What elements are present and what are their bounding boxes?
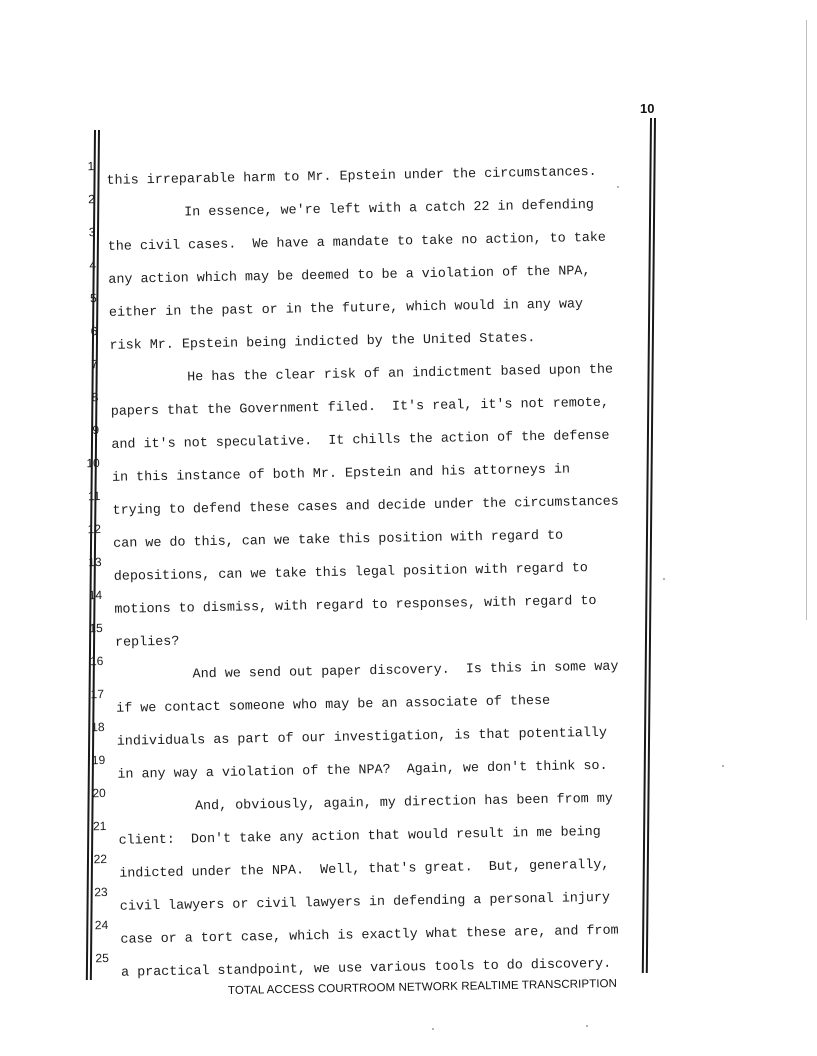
transcript-line xyxy=(7,508,564,552)
line-number: 9 xyxy=(92,423,100,438)
line-text: in any way a violation of the NPA? Again, we don't think so. xyxy=(117,758,608,783)
transcript-line xyxy=(8,574,597,618)
transcript-line xyxy=(1,211,607,255)
line-number: 15 xyxy=(89,621,103,636)
line-text: this irreparable harm to Mr. Epstein under the circumstances. xyxy=(106,164,597,189)
line-text: risk Mr. Epstein being indicted by the United States. xyxy=(109,331,536,354)
line-number: 19 xyxy=(91,753,106,768)
line-text: motions to dismiss, with regard to responses, with regard to xyxy=(114,593,597,618)
transcript-line xyxy=(2,244,591,288)
line-text: In essence, we're left with a catch 22 in defending xyxy=(184,197,595,221)
line-text: papers that the Government filed. It's real, it's not remote, xyxy=(110,395,610,420)
transcript-line xyxy=(5,409,610,453)
line-number: 14 xyxy=(88,588,103,603)
line-text: trying to defend these cases and decide under the circumstances xyxy=(112,494,619,519)
transcript-line xyxy=(2,277,584,321)
line-text: and it's not speculative. It chills the action of the defense xyxy=(111,428,610,453)
line-number: 24 xyxy=(94,917,109,933)
transcript-line xyxy=(14,937,612,981)
line-text: civil lawyers or civil lawyers in defending a personal injury xyxy=(119,890,611,915)
line-text: can we do this, can we take this position with regard to xyxy=(113,528,564,552)
line-text: client: Don't take any action that would result in me being xyxy=(118,824,601,849)
line-text: either in the past or in the future, which would in any way xyxy=(108,297,584,321)
line-text: depositions, can we take this legal position with regard to xyxy=(113,561,589,585)
line-text: a practical standpoint, we use various tools to do discovery. xyxy=(120,956,612,981)
transcript-line xyxy=(5,442,571,486)
line-text: in this instance of both Mr. Epstein and his attorneys in xyxy=(111,462,571,486)
line-number: 1 xyxy=(87,159,95,174)
line-number: 16 xyxy=(89,654,104,669)
scan-speck xyxy=(722,765,724,767)
transcript-line xyxy=(13,871,611,915)
transcript-line xyxy=(11,739,608,783)
line-number: 20 xyxy=(92,786,106,801)
line-number: 6 xyxy=(90,324,98,339)
transcript-line xyxy=(3,310,536,354)
transcript-line xyxy=(11,772,613,815)
transcript-line xyxy=(10,673,551,717)
transcript-line xyxy=(10,706,608,750)
scan-speck xyxy=(586,1025,588,1027)
line-number: 3 xyxy=(88,225,96,240)
line-text: replies? xyxy=(114,634,180,651)
line-text: And we send out paper discovery. Is this in some way xyxy=(192,659,619,683)
line-text: any action which may be deemed to be a violation of the NPA, xyxy=(108,264,591,288)
transcript-line xyxy=(0,145,597,189)
line-number: 18 xyxy=(91,720,105,735)
transcript-line xyxy=(8,607,180,651)
line-text: the civil cases. We have a mandate to take no action, to take xyxy=(107,230,607,255)
page-number: 10 xyxy=(640,101,655,116)
line-number: 7 xyxy=(91,357,99,372)
transcript-line xyxy=(12,805,601,849)
scan-speck xyxy=(432,1028,434,1030)
line-number: 21 xyxy=(92,818,107,834)
transcript-line xyxy=(13,838,610,882)
scan-speck xyxy=(617,186,619,188)
line-number: 10 xyxy=(86,456,100,471)
line-number: 4 xyxy=(89,258,97,273)
line-number: 11 xyxy=(87,489,101,504)
line-number: 22 xyxy=(93,851,108,867)
footer-caption: TOTAL ACCESS COURTROOM NETWORK REALTIME TRANSCRIPTION xyxy=(227,977,618,997)
transcript-line xyxy=(1,178,595,221)
line-text: And, obviously, again, my direction has been from my xyxy=(194,791,613,815)
line-number: 17 xyxy=(90,687,105,702)
transcript-line xyxy=(7,541,589,585)
line-number: 25 xyxy=(95,950,109,966)
line-number: 23 xyxy=(94,884,108,900)
transcript-line xyxy=(6,475,619,519)
line-number: 12 xyxy=(87,522,102,537)
transcript-line xyxy=(4,376,610,420)
transcript-line xyxy=(4,343,614,386)
line-text: if we contact someone who may be an associate of these xyxy=(116,693,551,717)
line-text: individuals as part of our investigation, is that potentially xyxy=(116,725,608,750)
scan-speck xyxy=(663,578,665,580)
line-number: 5 xyxy=(89,291,97,306)
line-text: He has the clear risk of an indictment based upon the xyxy=(187,362,614,386)
line-number: 2 xyxy=(88,192,96,207)
line-text: indicted under the NPA. Well, that's great. But, generally, xyxy=(119,857,610,882)
line-number: 8 xyxy=(91,390,99,405)
line-number: 13 xyxy=(88,555,102,570)
line-text: case or a tort case, which is exactly what these are, and from xyxy=(120,923,619,948)
transcript-line xyxy=(14,904,619,948)
